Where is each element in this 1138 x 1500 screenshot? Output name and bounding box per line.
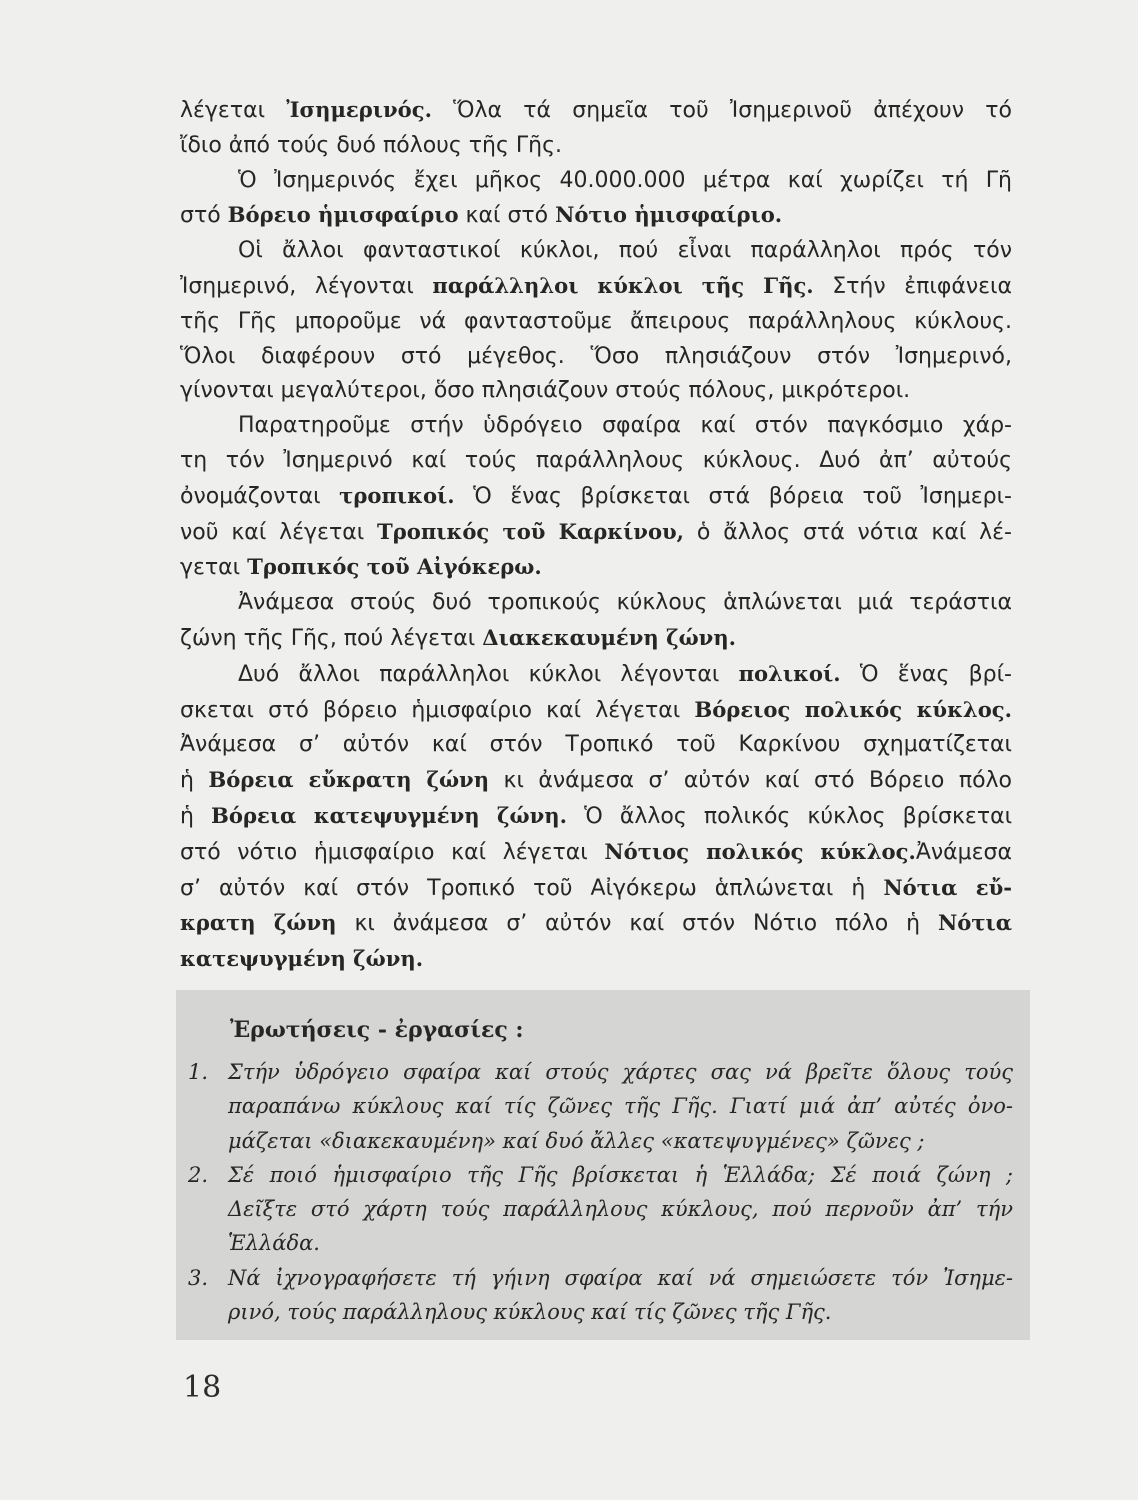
- text-line: [180, 799, 1012, 835]
- paragraph: [180, 164, 1012, 235]
- text-line: [180, 164, 1012, 199]
- page-number: 18: [183, 1370, 222, 1405]
- text-run: κι ἀνάμεσα σ’ αὐτόν καί στόν Νότιο πόλο ἡ: [336, 911, 938, 937]
- bold-term: Βόρειος πολικός κύκλος.: [694, 696, 1012, 722]
- text-line: ρινό, τούς παράλληλους κύκλους καί τίς ζῶνες τῆς Γῆς.: [228, 1300, 832, 1325]
- text-line: [180, 93, 1012, 129]
- text-run: Ἀνάμεσα στούς δυό τροπικούς κύκλους ἁπλώνεται μιά τεράστια: [238, 590, 1012, 616]
- text-line: Δεῖξτε στό χάρτη τούς παράλληλους κύκλους, πού περνοῦν ἀπ’ τήν: [228, 1197, 1013, 1222]
- text-run: λέγεται: [180, 98, 287, 123]
- text-line: [180, 479, 1012, 515]
- paragraph: [180, 234, 1012, 409]
- text-run: σ’ αὐτόν καί στόν Τροπικό τοῦ Αἰγόκερω ἁπλώνεται ἡ: [180, 875, 884, 901]
- bold-term: κατεψυγμένη ζώνη.: [180, 946, 424, 972]
- text-run: στό: [180, 203, 228, 229]
- text-run: Ὁ ἕνας βρίσκεται στά βόρεια τοῦ Ἰσημερι-: [454, 483, 1012, 509]
- text-run: Ὅλοι διαφέρουν στό μέγεθος. Ὅσο πλησιάζουν στόν Ἰσημερινό,: [180, 343, 1012, 369]
- bold-term: Νότια: [937, 910, 1012, 936]
- text-line: [180, 906, 1012, 942]
- bold-term: Νότιο ἡμισφαίριο.: [555, 202, 783, 228]
- bold-term: Βόρειο ἡμισφαίριο: [227, 202, 459, 228]
- text-run: γεται: [180, 555, 248, 581]
- text-line: [180, 374, 1012, 409]
- text-line: [180, 550, 1012, 586]
- text-line: [180, 942, 1012, 978]
- text-run: Ὅλα τά σημεῖα τοῦ Ἰσημερινοῦ ἀπέχουν τό: [431, 98, 1012, 123]
- bold-term: παράλληλοι κύκλοι τῆς Γῆς.: [432, 272, 814, 298]
- text-line: [180, 728, 1012, 763]
- text-line: [180, 515, 1012, 551]
- body-text: [180, 93, 1012, 978]
- text-run: Ὁ ἄλλος πολικός κύκλος βρίσκεται: [566, 803, 1013, 829]
- bold-term: Ἰσημερινός.: [286, 97, 432, 122]
- exercises-box: [176, 990, 1030, 1340]
- text-run: Δυό ἄλλοι παράλληλοι κύκλοι λέγονται: [238, 661, 739, 687]
- exercise-item: [188, 1261, 1013, 1330]
- text-line: [180, 409, 1012, 444]
- paragraph: [180, 586, 1012, 657]
- exercise-item: [188, 1055, 1013, 1158]
- text-line: [180, 305, 1012, 340]
- exercises-list: [188, 1055, 1013, 1329]
- text-line: [180, 621, 1012, 657]
- bold-term: Βόρεια εὔκρατη ζώνη: [208, 767, 490, 793]
- text-run: ἡ: [180, 768, 209, 794]
- text-line: [180, 835, 1012, 871]
- text-line: [180, 129, 1012, 164]
- text-run: κι ἀνάμεσα σ’ αὐτόν καί στό Βόρειο πόλο: [489, 768, 1013, 794]
- bold-term: Τροπικός τοῦ Αἰγόκερω.: [247, 554, 542, 580]
- text-run: ὁ ἄλλος στά νότια καί λέ-: [684, 519, 1012, 545]
- text-line: [180, 871, 1012, 907]
- text-run: ὀνομάζονται: [180, 483, 340, 509]
- text-run: ἴδιο ἀπό τούς δυό πόλους τῆς Γῆς.: [180, 132, 563, 158]
- exercise-number: 1.: [188, 1060, 209, 1084]
- exercise-number: 3.: [188, 1265, 209, 1290]
- text-line: [180, 198, 1012, 234]
- text-run: Οἱ ἄλλοι φανταστικοί κύκλοι, πού εἶναι παράλληλοι πρός τόν: [238, 238, 1012, 264]
- text-line: [180, 657, 1012, 693]
- text-run: Ἀνάμεσα: [915, 839, 1012, 865]
- text-run: Ἀνάμεσα σ’ αὐτόν καί στόν Τροπικό τοῦ Καρκίνου σχηματίζεται: [180, 732, 1012, 758]
- text-run: τῆς Γῆς μποροῦμε νά φανταστοῦμε ἄπειρους παράλληλους κύκλους.: [180, 308, 1012, 334]
- exercises-heading: Ἐρωτήσεις - ἐργασίες :: [230, 1017, 524, 1043]
- exercise-text: [228, 1261, 1013, 1330]
- bold-term: κρατη ζώνη: [180, 910, 337, 936]
- text-run: σκεται στό βόρειο ἡμισφαίριο καί λέγεται: [180, 697, 695, 723]
- bold-term: Νότιος πολικός κύκλος.: [604, 838, 916, 864]
- text-run: Παρατηροῦμε στήν ὑδρόγειο σφαίρα καί στόν παγκόσμιο χάρ-: [238, 413, 1012, 439]
- text-line: Νά ἰχνογραφήσετε τή γήινη σφαίρα καί νά σημειώσετε τόν Ἰσημε-: [228, 1265, 1013, 1290]
- text-run: γίνονται μεγαλύτεροι, ὅσο πλησιάζουν στούς πόλους, μικρότεροι.: [180, 378, 911, 404]
- text-run: ζώνη τῆς Γῆς, πού λέγεται: [180, 625, 483, 651]
- text-run: Ὁ Ἰσημερινός ἔχει μῆκος 40.000.000 μέτρα καί χωρίζει τή Γῆ: [238, 167, 1012, 193]
- exercise-number: 2.: [188, 1162, 209, 1187]
- text-run: τη τόν Ἰσημερινό καί τούς παράλληλους κύκλους. Δυό ἀπ’ αὐτούς: [180, 447, 1012, 473]
- text-line: [180, 234, 1012, 269]
- text-line: [180, 693, 1012, 729]
- text-line: μάζεται «διακεκαυμένη» καί δυό ἄλλες «κατεψυγμένες» ζῶνες ;: [228, 1128, 925, 1153]
- text-run: καί στό: [458, 203, 556, 229]
- bold-term: τροπικοί.: [339, 482, 455, 508]
- bold-term: Διακεκαυμένη ζώνη.: [482, 624, 737, 650]
- exercise-text: [228, 1055, 1013, 1158]
- text-line: [180, 763, 1012, 799]
- bold-term: πολικοί.: [738, 660, 841, 686]
- text-run: Στήν ἐπιφάνεια: [813, 273, 1012, 299]
- bold-term: Νότια εὔ-: [883, 874, 1012, 900]
- text-run: στό νότιο ἡμισφαίριο καί λέγεται: [180, 839, 605, 865]
- text-line: Στήν ὑδρόγειο σφαίρα καί στούς χάρτες σας νά βρεῖτε ὅλους τούς: [228, 1060, 1013, 1084]
- paragraph: [180, 409, 1012, 586]
- text-line: [180, 269, 1012, 305]
- text-line: Ἑλλάδα.: [228, 1231, 320, 1256]
- text-line: [180, 340, 1012, 375]
- text-run: Ἰσημερινό, λέγονται: [180, 273, 433, 299]
- text-line: παραπάνω κύκλους καί τίς ζῶνες τῆς Γῆς. Γιατί μιά ἀπ’ αὐτές ὀνο-: [228, 1094, 1013, 1119]
- bold-term: Βόρεια κατεψυγμένη ζώνη.: [211, 802, 567, 828]
- paragraph: [180, 93, 1012, 164]
- text-run: νοῦ καί λέγεται: [180, 519, 378, 545]
- text-line: [180, 586, 1012, 621]
- exercise-text: [228, 1158, 1013, 1261]
- bold-term: Τροπικός τοῦ Καρκίνου,: [377, 518, 685, 544]
- exercise-item: [188, 1158, 1013, 1261]
- text-run: Ὁ ἕνας βρί-: [840, 661, 1012, 687]
- text-run: ἡ: [180, 803, 212, 829]
- paragraph: [180, 657, 1012, 978]
- text-line: Σέ ποιό ἡμισφαίριο τῆς Γῆς βρίσκεται ἡ Ἑλλάδα; Σέ ποιά ζώνη ;: [228, 1162, 1013, 1187]
- text-line: [180, 444, 1012, 479]
